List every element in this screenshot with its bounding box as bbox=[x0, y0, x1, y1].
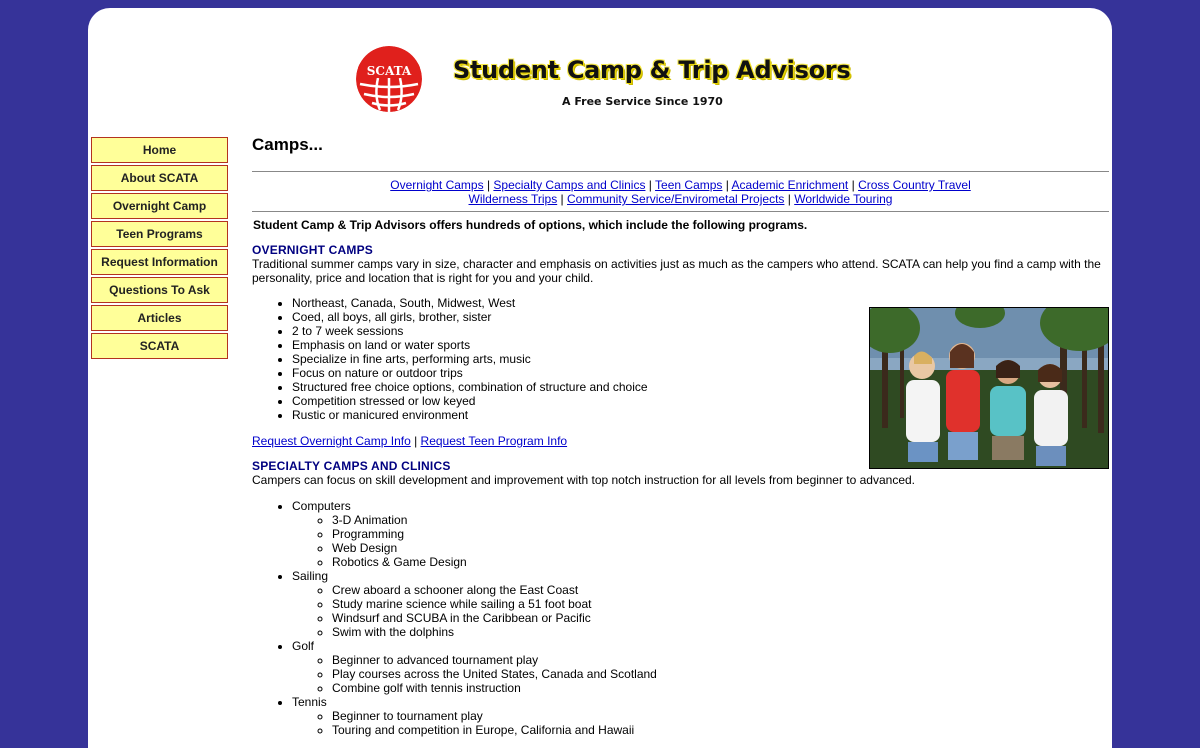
list-item: • Focus on nature or outdoor trips bbox=[292, 366, 1109, 380]
link-community-service[interactable]: Community Service/Envirometal Projects bbox=[567, 192, 785, 206]
group-name: Tennis bbox=[292, 695, 327, 709]
intro-text: Student Camp & Trip Advisors offers hundreds of options, which include the following programs. bbox=[253, 218, 808, 232]
campers-photo bbox=[869, 307, 1109, 469]
specialty-camps-description: Campers can focus on skill development and improvement with top notch instruction for all levels from beginner to advanced. bbox=[252, 473, 916, 487]
list-item: ◦ Windsurf and SCUBA in the Caribbean or Pacific bbox=[332, 611, 1109, 625]
campers-photo-image bbox=[870, 308, 1109, 469]
link-separator: | bbox=[410, 434, 421, 448]
list-item: ◦ Touring and competition in Europe, California and Hawaii bbox=[332, 723, 1109, 737]
link-separator: | bbox=[645, 178, 656, 192]
list-item: ◦ Crew aboard a schooner along the East Coast bbox=[332, 583, 1109, 597]
divider bbox=[252, 211, 1109, 212]
nav-home-button[interactable]: Home bbox=[91, 137, 228, 163]
link-cross-country-travel[interactable]: Cross Country Travel bbox=[858, 178, 971, 192]
nav-about-button[interactable]: About SCATA bbox=[91, 165, 228, 191]
overnight-camps-heading: OVERNIGHT CAMPS bbox=[252, 243, 374, 257]
link-separator: | bbox=[784, 192, 795, 206]
overnight-camps-description: Traditional summer camps vary in size, character and emphasis on activities just as much as the campers who attend. SCATA can help you find a camp with the personality, price and location that is right for you and your child. bbox=[252, 257, 1101, 285]
link-overnight-camps[interactable]: Overnight Camps bbox=[390, 178, 484, 192]
request-overnight-camp-link[interactable]: Request Overnight Camp Info bbox=[252, 434, 411, 448]
list-item: • Emphasis on land or water sports bbox=[292, 338, 1109, 352]
specialty-camps-list bbox=[252, 499, 1109, 737]
nav-request-info-button[interactable]: Request Information bbox=[91, 249, 228, 275]
page-container bbox=[88, 8, 1112, 748]
link-teen-camps[interactable]: Teen Camps bbox=[655, 178, 723, 192]
list-item: ◦ Robotics & Game Design bbox=[332, 555, 1109, 569]
list-item bbox=[292, 499, 1109, 569]
nav-overnight-camp-button[interactable]: Overnight Camp bbox=[91, 193, 228, 219]
request-teen-program-link[interactable]: Request Teen Program Info bbox=[420, 434, 568, 448]
group-name: Sailing bbox=[292, 569, 329, 583]
group-name: Golf bbox=[292, 639, 315, 653]
specialty-camps-heading: SPECIALTY CAMPS AND CLINICS bbox=[252, 459, 451, 473]
nav-questions-button[interactable]: Questions To Ask bbox=[91, 277, 228, 303]
sidebar-nav bbox=[91, 137, 228, 361]
link-worldwide-touring[interactable]: Worldwide Touring bbox=[794, 192, 893, 206]
site-title: Student Camp & Trip Advisors bbox=[453, 56, 851, 84]
list-item: • Specialize in fine arts, performing arts, music bbox=[292, 352, 1109, 366]
list-item bbox=[292, 695, 1109, 737]
globe-logo-icon bbox=[356, 46, 422, 112]
link-separator: | bbox=[722, 178, 732, 192]
list-item bbox=[292, 569, 1109, 639]
nav-teen-programs-button[interactable]: Teen Programs bbox=[91, 221, 228, 247]
list-item: • Northeast, Canada, South, Midwest, West bbox=[292, 296, 1109, 310]
list-item: • Coed, all boys, all girls, brother, sister bbox=[292, 310, 1109, 324]
list-item: ◦ 3-D Animation bbox=[332, 513, 1109, 527]
list-item: ◦ Study marine science while sailing a 51 foot boat bbox=[332, 597, 1109, 611]
link-specialty-camps[interactable]: Specialty Camps and Clinics bbox=[493, 178, 646, 192]
link-academic-enrichment[interactable]: Academic Enrichment bbox=[731, 178, 849, 192]
list-item: ◦ Beginner to tournament play bbox=[332, 709, 1109, 723]
main-content bbox=[252, 134, 1109, 737]
link-wilderness-trips[interactable]: Wilderness Trips bbox=[468, 192, 558, 206]
list-item: ◦ Combine golf with tennis instruction bbox=[332, 681, 1109, 695]
site-tagline: A Free Service Since 1970 bbox=[562, 95, 723, 108]
link-separator: | bbox=[557, 192, 567, 206]
list-item: ◦ Beginner to advanced tournament play bbox=[332, 653, 1109, 667]
list-item: • 2 to 7 week sessions bbox=[292, 324, 1109, 338]
link-separator: | bbox=[483, 178, 494, 192]
logo-text: SCATA bbox=[366, 64, 412, 78]
list-item: • Competition stressed or low keyed bbox=[292, 394, 1109, 408]
page-title: Camps... bbox=[252, 135, 323, 154]
list-item: • Rustic or manicured environment bbox=[292, 408, 1109, 422]
nav-articles-button[interactable]: Articles bbox=[91, 305, 228, 331]
list-item: • Structured free choice options, combination of structure and choice bbox=[292, 380, 1109, 394]
nav-scata-button[interactable]: SCATA bbox=[91, 333, 228, 359]
list-item: ◦ Play courses across the United States, Canada and Scotland bbox=[332, 667, 1109, 681]
list-item: ◦ Swim with the dolphins bbox=[332, 625, 1109, 639]
category-links bbox=[252, 172, 1109, 211]
list-item: ◦ Web Design bbox=[332, 541, 1109, 555]
scata-logo[interactable] bbox=[356, 46, 422, 112]
group-name: Computers bbox=[292, 499, 351, 513]
link-separator: | bbox=[848, 178, 859, 192]
list-item: ◦ Programming bbox=[332, 527, 1109, 541]
list-item bbox=[292, 639, 1109, 695]
